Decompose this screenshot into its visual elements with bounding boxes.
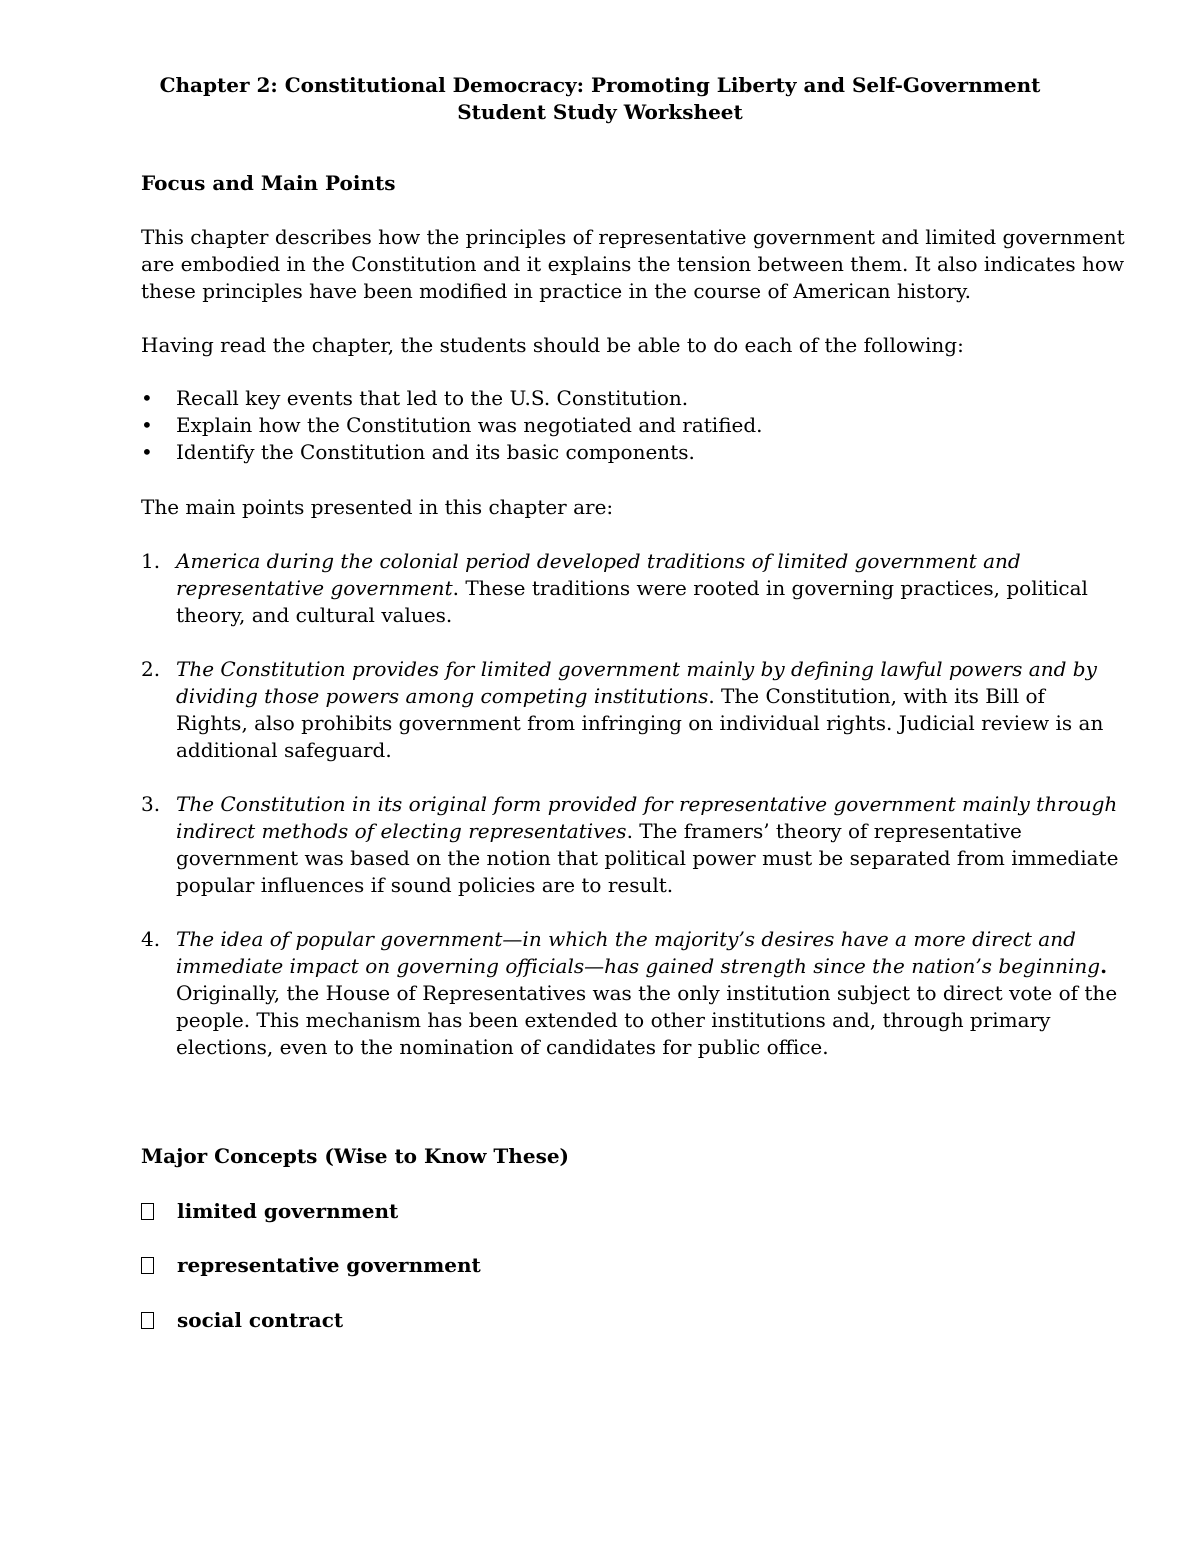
point-number: 3. <box>141 792 161 816</box>
checkbox-icon <box>141 1307 154 1334</box>
point-text: Originally, the House of Representatives was the only institution subject to direct vote of the <box>176 981 1118 1005</box>
concept-item: limited government <box>177 1199 399 1223</box>
point-text-rest: . The Constitution, with its Bill of <box>708 684 1045 708</box>
point-emphasis: dividing those powers among competing institutions <box>176 684 709 708</box>
point-text-rest: . The framers’ theory of representative <box>626 819 1022 843</box>
objectives-intro: Having read the chapter, the students should be able to do each of the following: <box>141 333 964 357</box>
point-number: 4. <box>141 927 161 951</box>
concept-item: social contract <box>177 1308 344 1332</box>
intro-line: are embodied in the Constitution and it explains the tension between them. It also indicates how <box>141 252 1125 276</box>
page-subtitle: Student Study Worksheet <box>457 100 743 124</box>
objective-item: Recall key events that led to the U.S. Constitution. <box>176 386 689 410</box>
intro-line: This chapter describes how the principles of representative government and limited government <box>141 225 1125 249</box>
point-text: Rights, also prohibits government from infringing on individual rights. Judicial review is an <box>176 711 1104 735</box>
point-text-rest: . <box>1100 954 1108 978</box>
concepts-heading: Major Concepts (Wise to Know These) <box>141 1144 570 1168</box>
point-emphasis: representative government <box>176 576 453 600</box>
intro-line: these principles have been modified in practice in the course of American history. <box>141 279 972 303</box>
point-number: 2. <box>141 657 161 681</box>
bullet-symbol: • <box>141 440 153 464</box>
point-text: The Constitution in its original form provided for representative government mainly through <box>176 792 1118 816</box>
point-text: popular influences if sound policies are to result. <box>176 873 674 897</box>
focus-heading: Focus and Main Points <box>141 171 396 195</box>
point-emphasis: immediate impact on governing officials—has gained strength since the nation’s beginning <box>176 954 1101 978</box>
point-text: elections, even to the nomination of candidates for public office. <box>176 1035 829 1059</box>
points-intro: The main points presented in this chapter are: <box>141 495 614 519</box>
point-text <box>176 683 1045 710</box>
page-title: Chapter 2: Constitutional Democracy: Promoting Liberty and Self-Government <box>159 73 1041 97</box>
bullet-symbol: • <box>141 386 153 410</box>
concept-item: representative government <box>177 1253 481 1277</box>
point-text: people. This mechanism has been extended to other institutions and, through primary <box>176 1008 1051 1032</box>
objective-item: Explain how the Constitution was negotiated and ratified. <box>176 413 763 437</box>
point-text-rest: . These traditions were rooted in governing practices, political <box>452 576 1088 600</box>
point-number: 1. <box>141 549 161 573</box>
checkbox-icon <box>141 1198 154 1225</box>
point-text: government was based on the notion that political power must be separated from immediate <box>176 846 1119 870</box>
point-text: The idea of popular government—in which the majority’s desires have a more direct and <box>176 927 1076 951</box>
bullet-symbol: • <box>141 413 153 437</box>
point-text: theory, and cultural values. <box>176 603 453 627</box>
point-text <box>176 818 1022 845</box>
point-text <box>176 953 1107 980</box>
checkbox-icon <box>141 1252 154 1279</box>
point-emphasis: indirect methods of electing representatives <box>176 819 627 843</box>
point-text <box>176 575 1088 602</box>
point-text: additional safeguard. <box>176 738 392 762</box>
point-text: America during the colonial period developed traditions of limited government and <box>176 549 1021 573</box>
point-text: The Constitution provides for limited government mainly by defining lawful powers and by <box>176 657 1097 681</box>
objective-item: Identify the Constitution and its basic components. <box>176 440 695 464</box>
